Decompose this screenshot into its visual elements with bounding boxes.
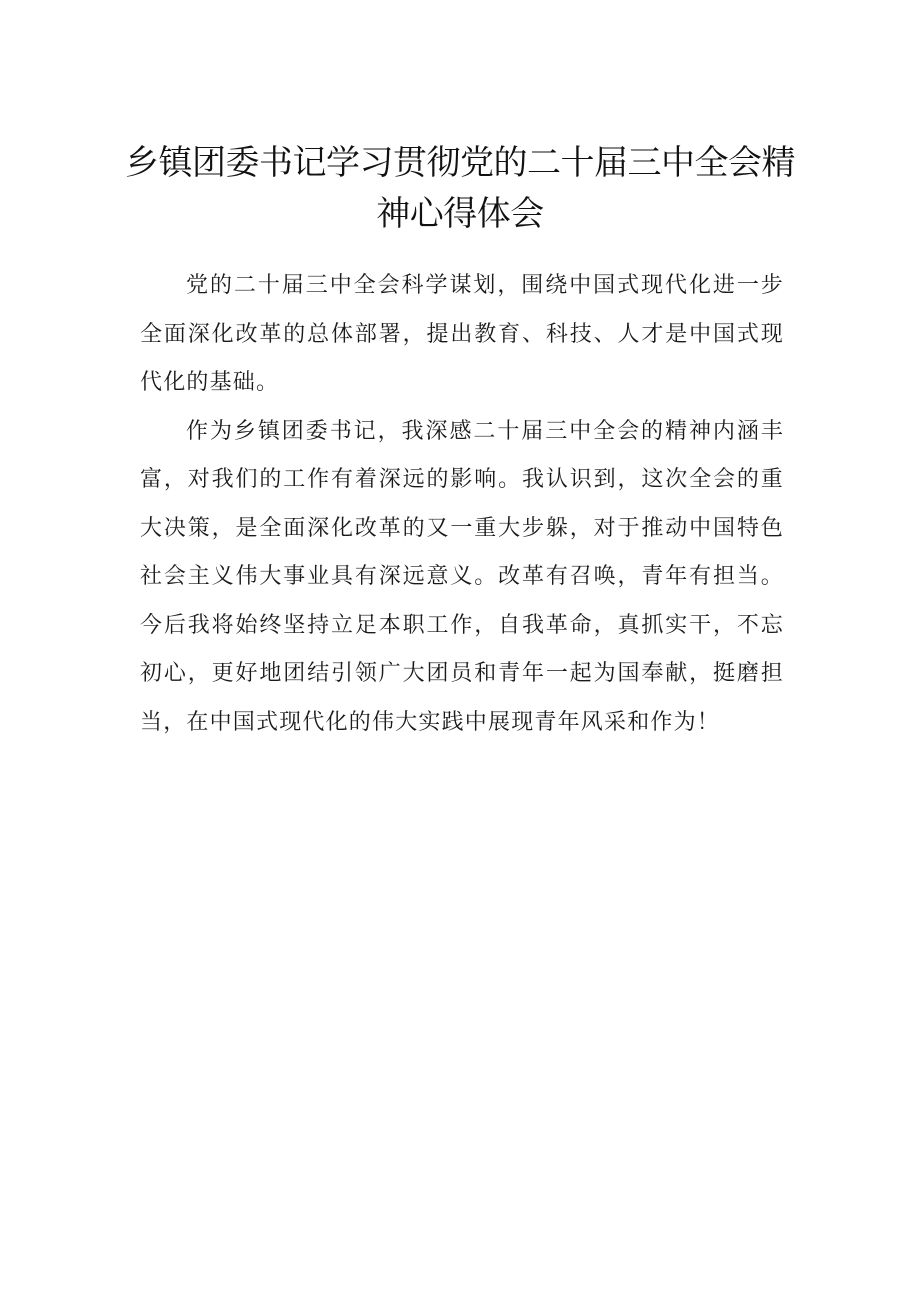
document-title: 乡镇团委书记学习贯彻党的二十届三中全会精神心得体会 xyxy=(125,143,795,234)
paragraph-2: 作为乡镇团委书记，我深感二十届三中全会的精神内涵丰富，对我们的工作有着深远的影响。我认识到，这次全会的重大决策，是全面深化改革的又一重大步躲，对于推动中国特色社会主义伟大事业具有深远意义。改革有召唤，青年有担当。今后我将始终坚持立足本职工作，自我革命，真抓实干，不忘初心，更好地团结引领广大团员和青年一起为国奉献，挺磨担当，在中国式现代化的伟大实践中展现青年风采和作为！ xyxy=(140,418,784,735)
paragraph-1: 党的二十届三中全会科学谋划，围绕中国式现代化进一步全面深化改革的总体部署，提出教育、科技、人才是中国式现代化的基础。 xyxy=(140,273,784,395)
document-body xyxy=(140,262,784,747)
